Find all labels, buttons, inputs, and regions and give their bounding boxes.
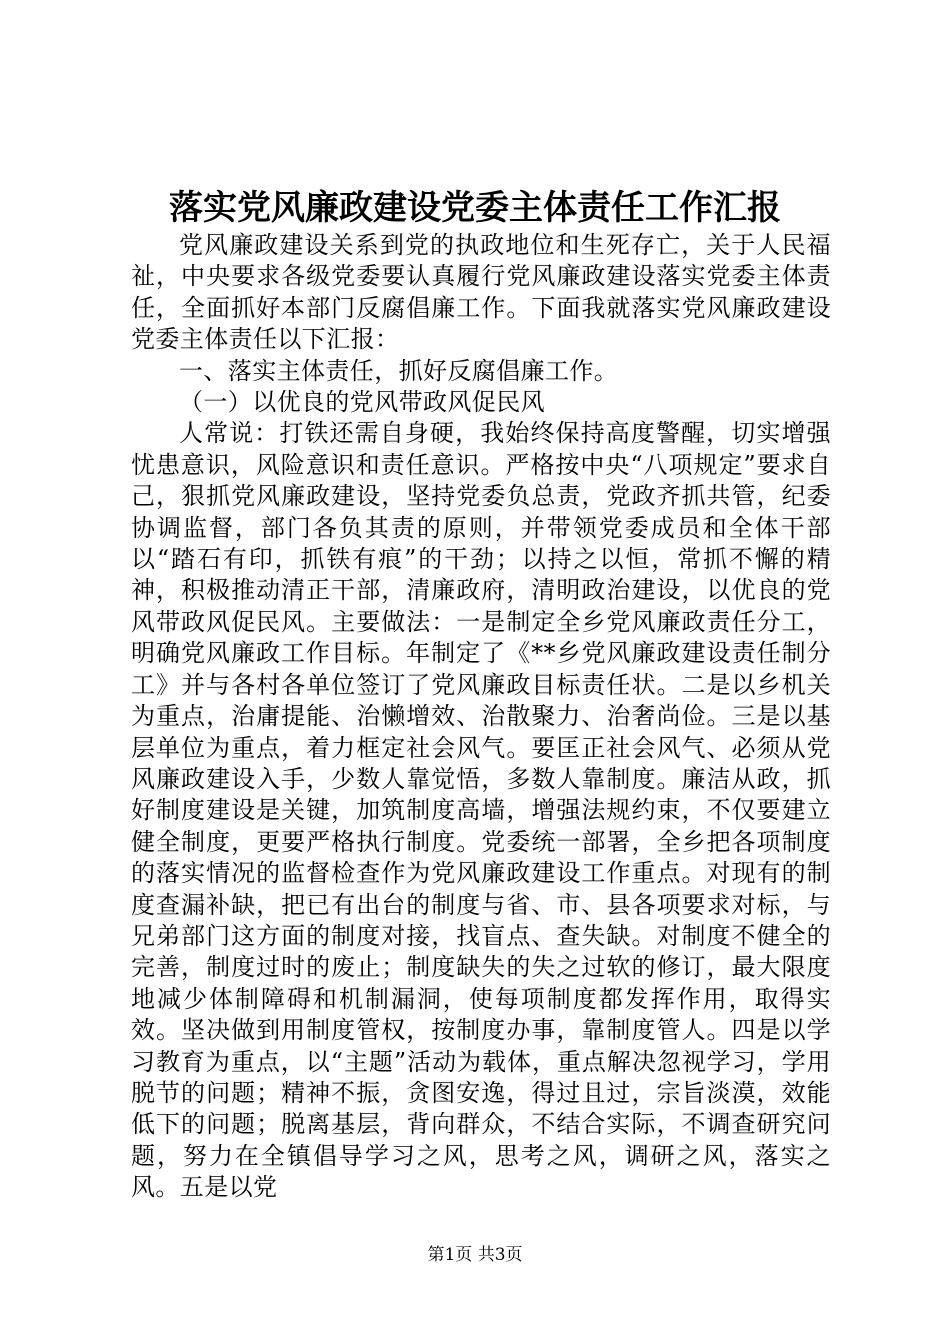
intro-paragraph: 党风廉政建设关系到党的执政地位和生死存亡，关于人民福祉，中央要求各级党委要认真履行党风廉政建设落实党委主体责任，全面抓好本部门反腐倡廉工作。下面我就落实党风廉政建设党委主体责任以下汇报： (131, 231, 831, 354)
page-footer: 第1页 共3页 (427, 1245, 523, 1265)
document-body (131, 230, 831, 1204)
subsection-heading: （一）以优良的党风带政风促民风 (179, 388, 545, 417)
body-paragraph: 人常说：打铁还需自身硬，我始终保持高度警醒，切实增强忧患意识，风险意识和责任意识。严格按中央“八项规定”要求自己，狠抓党风廉政建设，坚持党委负总责，党政齐抓共管，纪委协调监督，部门各负其责的原则，并带领党委成员和全体干部以“踏石有印，抓铁有痕”的干劲；以持之以恒，常抓不懈的精神，积极推动清正干部，清廉政府，清明政治建设，以优良的党风带政风促民风。主要做法：一是制定全乡党风廉政责任分工，明确党风廉政工作目标。年制定了《**乡党风廉政建设责任制分工》并与各村各单位签订了党风廉政目标责任状。二是以乡机关为重点，治庸提能、治懒增效、治散聚力、治奢尚俭。三是以基层单位为重点，着力框定社会风气。要匡正社会风气、必须从党风廉政建设入手，少数人靠觉悟，多数人靠制度。廉洁从政，抓好制度建设是关键，加筑制度高墙，增强法规约束，不仅要建立健全制度，更要严格执行制度。党委统一部署，全乡把各项制度的落实情况的监督检查作为党风廉政建设工作重点。对现有的制度查漏补缺，把已有出台的制度与省、市、县各项要求对标，与兄弟部门这方面的制度对接，找盲点、查失缺。对制度不健全的完善，制度过时的废止；制度缺失的失之过软的修订，最大限度地减少体制障碍和机制漏洞，使每项制度都发挥作用，取得实效。坚决做到用制度管权，按制度办事，靠制度管人。四是以学习教育为重点，以“主题”活动为载体，重点解决忽视学习，学用脱节的问题；精神不振，贪图安逸，得过且过，宗旨淡漠，效能低下的问题；脱离基层，背向群众，不结合实际，不调查研究问题，努力在全镇倡导学习之风，思考之风，调研之风，落实之风。五是以党 (131, 419, 831, 1202)
section-heading: 一、落实主体责任，抓好反腐倡廉工作。 (179, 356, 619, 385)
document-title: 落实党风廉政建设党委主体责任工作汇报 (169, 188, 781, 228)
